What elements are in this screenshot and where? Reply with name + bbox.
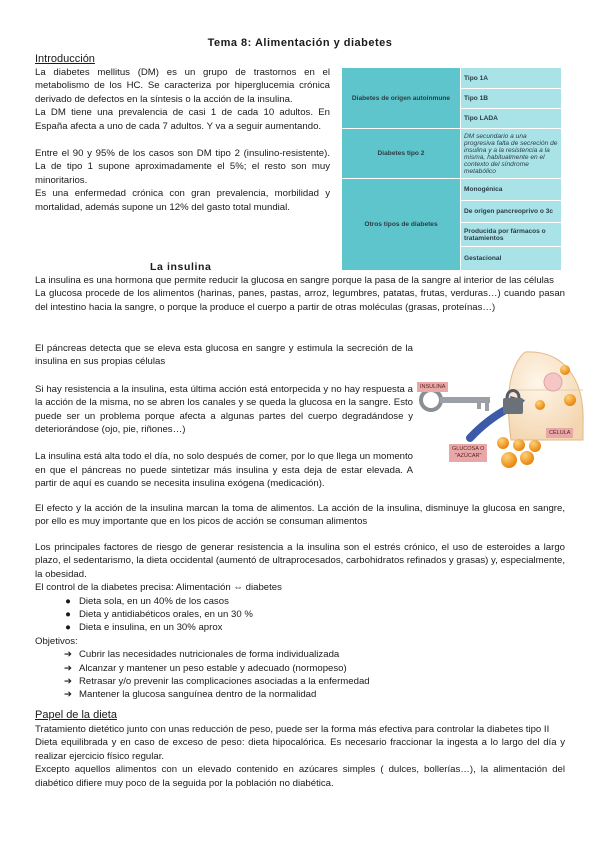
insulina-paragraph-6: El efecto y la acción de la insulina marcan la toma de alimentos. La acción de la insulina, disminuye la glucosa en sangre, por ello es muy importante que en los picos de acción se consuman alimentos [35,503,565,528]
intro-section [35,66,330,214]
table-cell: Tipo 1A [461,68,562,89]
insulina-heading: La insulina [150,261,212,273]
key-icon [421,390,490,411]
table-group-label: Diabetes tipo 2 [342,129,461,179]
label-insulina: INSULINA [417,382,448,392]
intro-paragraph-3: Entre el 90 y 95% de los casos son DM tipo 2 (insulino-resistente). La de tipo 1 supone aproximadamente el 5%; el resto son muy minoritarios. [35,148,330,186]
bullet-icon: ● [65,622,71,634]
insulina-section-bottom [35,502,565,529]
table-cell: De origen pancreoprivo o 3c [461,201,562,223]
arrow-right-icon: ➔ [63,689,73,701]
label-celula: CÉLULA [546,428,573,438]
arrow-right-icon: ➔ [63,676,73,688]
table-group-label: Otros tipos de diabetes [342,179,461,271]
table-cell: Gestacional [461,247,562,271]
bullet-icon: ● [65,595,71,607]
riesgo-section [35,541,565,702]
list-item: ● Dieta sola, en un 40% de los casos [57,595,565,608]
dieta-heading: Papel de la dieta [35,709,117,721]
table-cell: Producida por fármacos o tratamientos [461,223,562,247]
objetivos-label: Objetivos: [35,635,78,647]
dieta-paragraph-3: Excepto aquellos alimentos con un elevado contenido en azúcares simples ( dulces, bollerías…), la alimentación del diabético difiere muy poco de la seguida por la población no diabética. [35,764,565,789]
table-cell: Tipo LADA [461,109,562,129]
insulin-cell-drawing [415,350,585,475]
objetivos-list [57,648,565,702]
list-item: ➔ Alcanzar y mantener un peso estable y adecuado (normopeso) [57,662,565,675]
insulina-paragraph-4: Si hay resistencia a la insulina, esta última acción está entorpecida y no hay respuesta a la acción de la misma, no se abren los canales y se queda la glucosa en la sangre. Esto puede ser un problema porque afecta a algunas partes del cuerpo degradándose y deteriorándose (ojo, pie, riñones…) [35,383,413,436]
dieta-paragraph-1: Tratamiento dietético junto con unas reducción de peso, puede ser la forma más efectiva para controlar la diabetes tipo II [35,724,550,735]
diabetes-types-table [341,67,562,271]
arrow-right-icon: ➔ [63,662,73,674]
insulina-paragraph-2: La glucosa procede de los alimentos (harinas, panes, pastas, arroz, legumbres, patatas, frutas, verduras…) cuando pasan del intestino hacia la sangre, o porque la produce el cuerpo a partir de otras moléculas (grasas, proteínas…) [35,288,565,313]
insulin-illustration [415,350,585,475]
intro-heading: Introducción [35,53,95,65]
insulina-section-mid [35,342,413,491]
arrow-right-icon: ➔ [63,649,73,661]
list-item: ➔ Retrasar y/o prevenir las complicaciones asociadas a la enfermedad [57,675,565,688]
list-item: ➔ Mantener la glucosa sanguínea dentro de la normalidad [57,688,565,701]
intro-paragraph-2: La DM tiene una prevalencia de casi 1 de cada 10 adultos. En España afecta a uno de cada 7 adultos. Y va a seguir aumentando. [35,107,330,132]
riesgo-paragraph: Los principales factores de riesgo de generar resistencia a la insulina son el estrés crónico, el uso de esteroides a largo plazo, el sedentarismo, la dieta occidental (aumentó de ultraprocesados, carbohidratos refinados y grasas) y, especialmente, la obesidad. [35,542,565,580]
insulina-paragraph-1: La insulina es una hormona que permite reducir la glucosa en sangre porque la pasa de la sangre al interior de las células [35,275,554,286]
insulina-paragraph-5: La insulina está alta todo el día, no solo después de comer, por lo que llega un momento en que el páncreas no puede sintetizar más insulina y esta deja de estar elevada. A partir de aquí es cuando se necesita insulina exógena (medicación). [35,451,413,490]
glucose-molecules [497,437,541,468]
page-title: Tema 8: Alimentación y diabetes [207,37,393,49]
intro-paragraph-1: La diabetes mellitus (DM) es un grupo de trastornos en el metabolismo de los HC. Se caracteriza por hiperglucemia crónica derivado de defectos en la síntesis o la acción de la insulina. [35,67,330,105]
control-bullets [57,595,565,635]
control-line: El control de la diabetes precisa: Alimentación ⇔ diabetes [35,582,282,594]
bullet-icon: ● [65,609,71,621]
table-cell: DM secundario a una progresiva falta de secreción de insulina y a la resistencia a la misma, habitualmente en el contexto del síndrome metabólico [461,129,562,179]
list-item: ● Dieta e insulina, en un 30% aprox [57,621,565,634]
list-item: ➔ Cubrir las necesidades nutricionales de forma individualizada [57,648,565,661]
table-group-label: Diabetes de origen autoinmune [342,68,461,129]
intro-paragraph-4: Es una enfermedad crónica con gran prevalencia, morbilidad y mortalidad, además supone un 12% del gasto total mundial. [35,188,330,213]
table-cell: Tipo 1B [461,89,562,109]
label-glucosa: GLUCOSA O "AZÚCAR" [449,444,487,462]
table-cell: Monogénica [461,179,562,201]
insulina-section-top [35,274,565,314]
dieta-paragraph-2: Dieta equilibrada y en caso de exceso de peso: dieta hipocalórica. Es necesario fraccionar la ingesta a lo largo del día y realizar ejercicio físico regular. [35,737,565,762]
list-item: ● Dieta y antidiabéticos orales, en un 30 % [57,608,565,621]
dieta-section [35,723,565,790]
insulina-paragraph-3: El páncreas detecta que se eleva esta glucosa en sangre y estimula la secreción de la insulina en sus propias células [35,343,413,368]
